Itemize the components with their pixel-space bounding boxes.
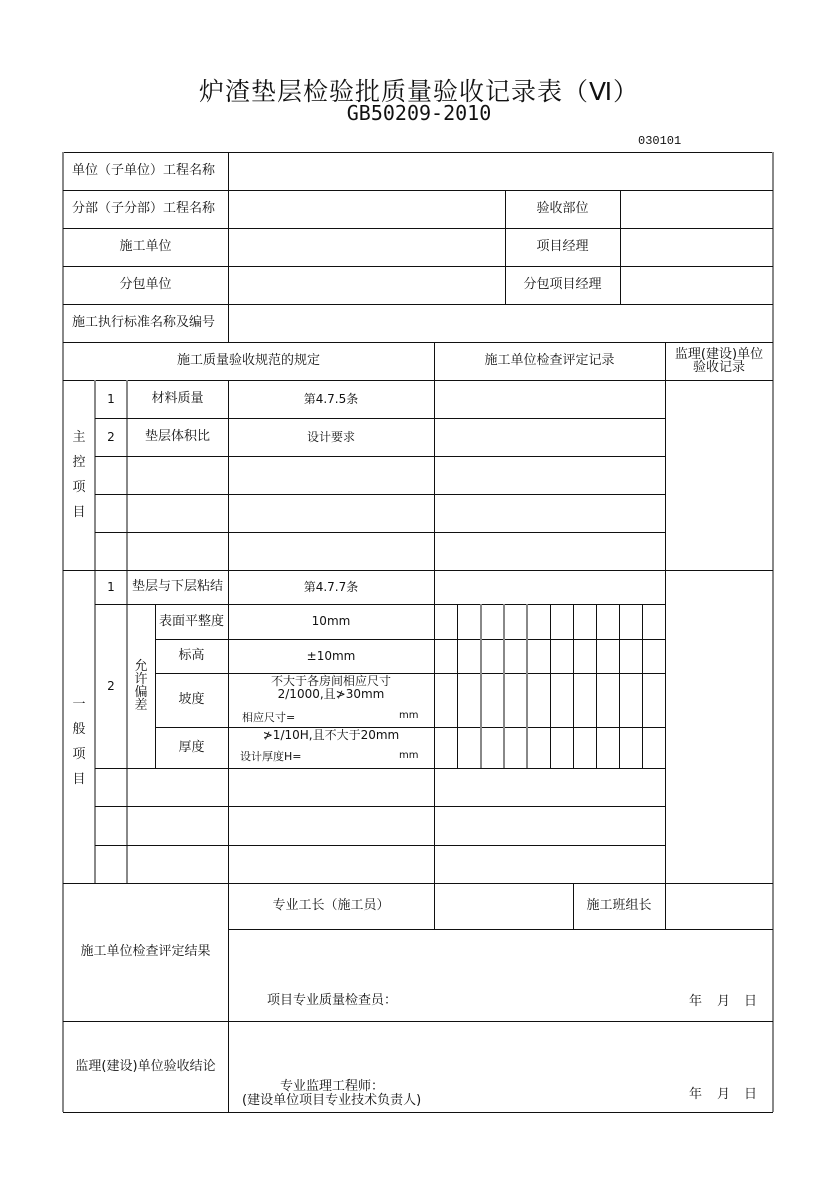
date-year: 年 (689, 1087, 703, 1102)
thickness-unit: mm (399, 750, 419, 761)
foreman-label: 专业工长（施工员） (272, 898, 390, 913)
acceptance-part-label: 验收部位 (536, 201, 589, 216)
thickness-field-label: 设计厚度H= (240, 750, 302, 763)
project-manager-field[interactable] (621, 229, 772, 266)
grid-line (480, 604, 482, 768)
subcontract-unit-field[interactable] (229, 267, 505, 304)
grid-line (526, 604, 528, 768)
construction-unit-field[interactable] (229, 229, 505, 266)
deviation-name: 厚度 (178, 739, 205, 755)
label-char: 许 (134, 672, 148, 687)
page-title: 炉渣垫层检验批质量验收记录表（Ⅵ） (198, 77, 640, 106)
grid-line (503, 604, 505, 768)
main-control-label (63, 380, 95, 570)
form-number: 030101 (638, 134, 682, 148)
label-char: 主 (72, 430, 86, 445)
general-items-label (63, 570, 95, 883)
label-char: 偏 (134, 685, 148, 700)
dimension-unit: mm (399, 710, 419, 721)
allowable-deviation-label (127, 604, 155, 768)
row-line (95, 456, 665, 457)
team-leader-field[interactable] (666, 884, 772, 929)
supervisor-record-header-line2: 验收记录 (692, 360, 745, 375)
check-record-field[interactable] (435, 419, 665, 456)
subcontract-manager-field[interactable] (621, 267, 772, 304)
row-line (95, 768, 665, 769)
row-line (95, 845, 665, 846)
subcontract-manager-label: 分包项目经理 (523, 277, 602, 292)
deviation-name: 坡度 (178, 692, 205, 707)
label-char: 项 (72, 480, 86, 495)
construction-unit-label: 施工单位 (119, 239, 172, 254)
date-month: 月 (717, 1087, 731, 1102)
sub-project-name-label: 分部（子分部）工程名称 (72, 201, 216, 216)
deviation-name: 表面平整度 (158, 613, 224, 629)
grid-line (457, 604, 458, 768)
item-number: 2 (107, 678, 115, 693)
main-control-supervisor-field[interactable] (666, 381, 772, 570)
deviation-requirement (228, 675, 434, 701)
grid-line (550, 604, 551, 768)
subcontract-unit-label: 分包单位 (119, 277, 172, 292)
label-char: 目 (72, 505, 86, 520)
owner-tech-lead-label: (建设单位项目专业技术负责人) (242, 1093, 422, 1108)
label-char: 般 (72, 721, 86, 737)
row-line (228, 929, 773, 930)
label-char: 允 (134, 659, 148, 674)
row-line (95, 494, 665, 495)
border (772, 152, 774, 1112)
item-number: 1 (107, 579, 115, 594)
sub-project-name-field[interactable] (229, 191, 505, 228)
supervisor-conclusion-label: 监理(建设)单位验收结论 (75, 1058, 216, 1074)
row-line (95, 532, 665, 533)
spec-header: 施工质量验收规范的规定 (176, 353, 320, 368)
item-name: 垫层体积比 (144, 429, 210, 444)
item-number: 1 (107, 391, 115, 406)
requirement-line: 2/1000,且≯30mm (277, 687, 385, 701)
item-name: 垫层与下层粘结 (131, 579, 223, 594)
label-char: 项 (72, 746, 86, 762)
item-requirement: 第4.7.5条 (303, 391, 359, 406)
check-record-field[interactable] (435, 381, 665, 418)
date-year: 年 (689, 994, 703, 1009)
label-char: 一 (72, 696, 86, 712)
foreman-field[interactable] (435, 884, 573, 929)
project-manager-label: 项目经理 (536, 239, 589, 254)
border (63, 1112, 773, 1113)
unit-project-name-field[interactable] (229, 153, 772, 190)
label-char: 差 (134, 698, 148, 713)
date-month: 月 (717, 994, 731, 1009)
standard-name-field[interactable] (229, 305, 772, 342)
supervisor-record-header (665, 342, 773, 380)
grid-line (642, 604, 643, 768)
construction-result-label: 施工单位检查评定结果 (80, 944, 211, 959)
item-name: 材料质量 (151, 391, 204, 406)
standard-code: GB50209-2010 (346, 101, 492, 125)
unit-project-name-label: 单位（子单位）工程名称 (72, 163, 216, 178)
quality-inspector-label: 项目专业质量检查员： (267, 993, 398, 1008)
item-requirement: 第4.7.7条 (303, 579, 359, 594)
row-line (155, 727, 665, 728)
dimension-field-label: 相应尺寸= (242, 711, 296, 724)
date-day: 日 (744, 994, 758, 1009)
label-char: 控 (72, 455, 86, 470)
grid-line (573, 604, 574, 768)
deviation-name: 标高 (178, 648, 205, 663)
label-char: 目 (72, 771, 86, 787)
row-line (155, 673, 665, 674)
grid-line (596, 604, 597, 768)
item-requirement: 设计要求 (306, 429, 355, 444)
deviation-requirement: ≯1/10H,且不大于20mm (262, 728, 400, 742)
supervising-engineer-label: 专业监理工程师： (280, 1079, 385, 1094)
deviation-requirement: ±10mm (306, 648, 356, 663)
general-supervisor-field[interactable] (666, 571, 772, 883)
standard-name-label: 施工执行标准名称及编号 (72, 315, 216, 330)
date-day: 日 (744, 1087, 758, 1102)
team-leader-label: 施工班组长 (586, 898, 652, 913)
grid-line (619, 604, 620, 768)
requirement-line: 不大于各房间相应尺寸 (270, 674, 391, 688)
supervisor-record-header-line1: 监理(建设)单位 (674, 347, 764, 362)
deviation-requirement: 10mm (311, 614, 351, 628)
acceptance-part-field[interactable] (621, 191, 772, 228)
check-record-field[interactable] (435, 571, 665, 604)
check-record-header: 施工单位检查评定记录 (484, 353, 615, 368)
item-number: 2 (107, 429, 115, 444)
row-line (95, 806, 665, 807)
